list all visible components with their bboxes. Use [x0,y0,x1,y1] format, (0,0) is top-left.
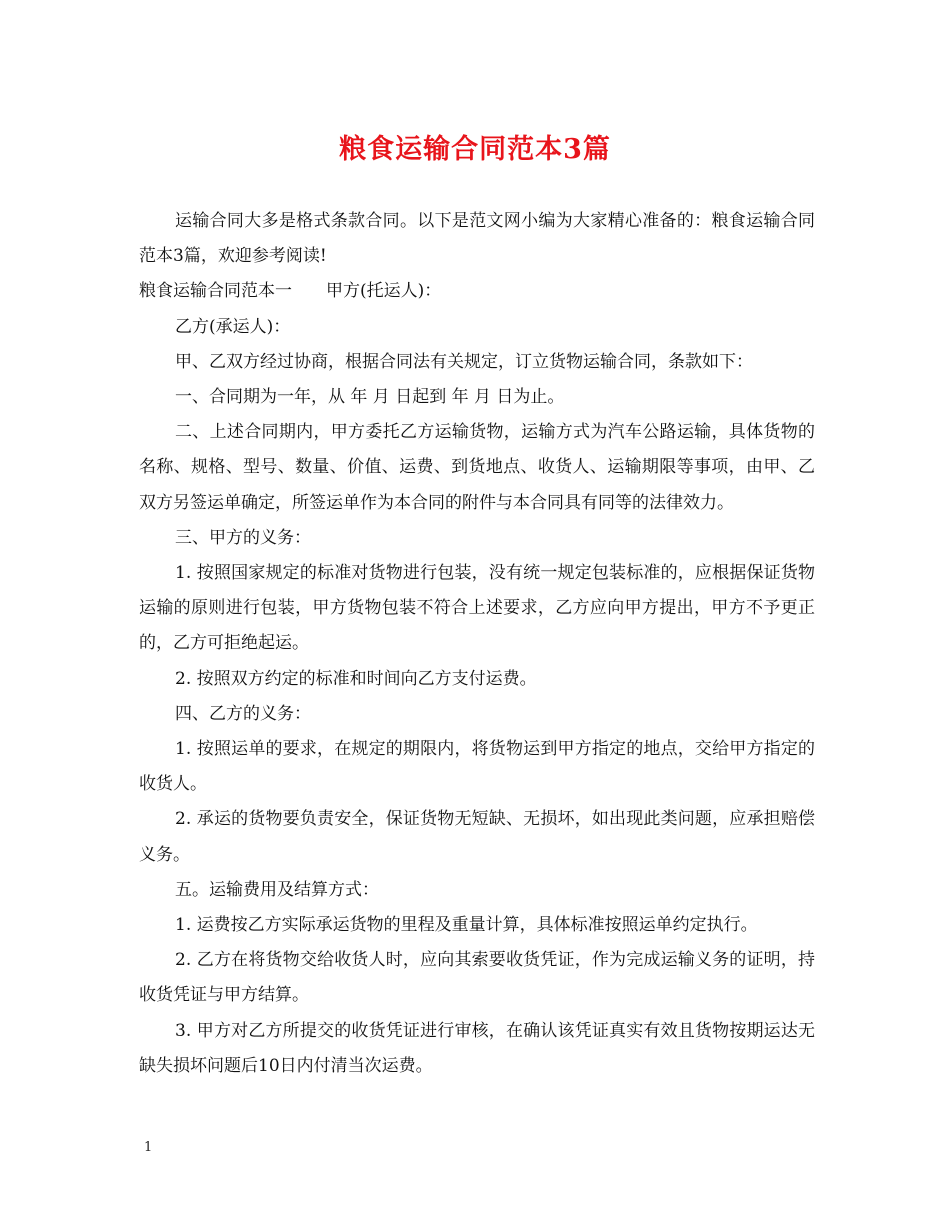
paragraph-clause-4-item-1: 1. 按照运单的要求，在规定的期限内，将货物运到甲方指定的地点，交给甲方指定的收货人。 [139,739,815,795]
paragraph-clause-3-item-2: 2. 按照双方约定的标准和时间向乙方支付运费。 [175,668,537,689]
paragraph-clause-5-item-2: 2. 乙方在将货物交给收货人时，应向其索要收货凭证，作为完成运输义务的证明，持收货凭证与甲方结算。 [139,950,815,1006]
paragraph-clause-5-item-1: 1. 运费按乙方实际承运货物的里程及重量计算，具体标准按照运单约定执行。 [175,915,758,936]
paragraph-clause-5-heading: 五。运输费用及结算方式： [175,879,379,900]
paragraph-clause-3-item-1: 1. 按照国家规定的标准对货物进行包装，没有统一规定包装标准的，应根据保证货物运输的原则进行包装，甲方货物包装不符合上述要求，乙方应向甲方提出，甲方不予更正的，乙方可拒绝起运。 [139,563,815,654]
paragraph-clause-4-heading: 四、乙方的义务： [175,703,311,724]
paragraph-clause-4-item-2: 2. 承运的货物要负责安全，保证货物无短缺、无损坏，如出现此类问题，应承担赔偿义务。 [139,809,815,865]
paragraph-clause-2: 二、上述合同期内，甲方委托乙方运输货物，运输方式为汽车公路运输，具体货物的名称、规格、型号、数量、价值、运费、到货地点、收货人、运输期限等事项，由甲、乙双方另签运单确定，所签运单作为本合同的附件与本合同具有同等的法律效力。 [139,422,815,513]
document-title: 粮食运输合同范本3篇 [339,134,611,165]
paragraph-clause-5-item-3: 3. 甲方对乙方所提交的收货凭证进行审核，在确认该凭证真实有效且货物按期运达无缺失损坏问题后10日内付清当次运费。 [139,1020,815,1076]
paragraph-intro: 运输合同大多是格式条款合同。以下是范文网小编为大家精心准备的：粮食运输合同范本3篇，欢迎参考阅读! [139,211,815,267]
paragraph-party-b: 乙方(承运人)： [175,316,291,337]
paragraph-contract-heading: 粮食运输合同范本一 甲方(托运人)： [139,281,442,302]
paragraph-clause-3-heading: 三、甲方的义务： [175,527,311,548]
paragraph-clause-1: 一、合同期为一年，从 年 月 日起到 年 月 日为止。 [175,387,565,408]
paragraph-agreement: 甲、乙双方经过协商，根据合同法有关规定，订立货物运输合同，条款如下： [175,351,753,372]
document-body [139,204,815,1084]
page-number: 1 [144,1140,153,1155]
